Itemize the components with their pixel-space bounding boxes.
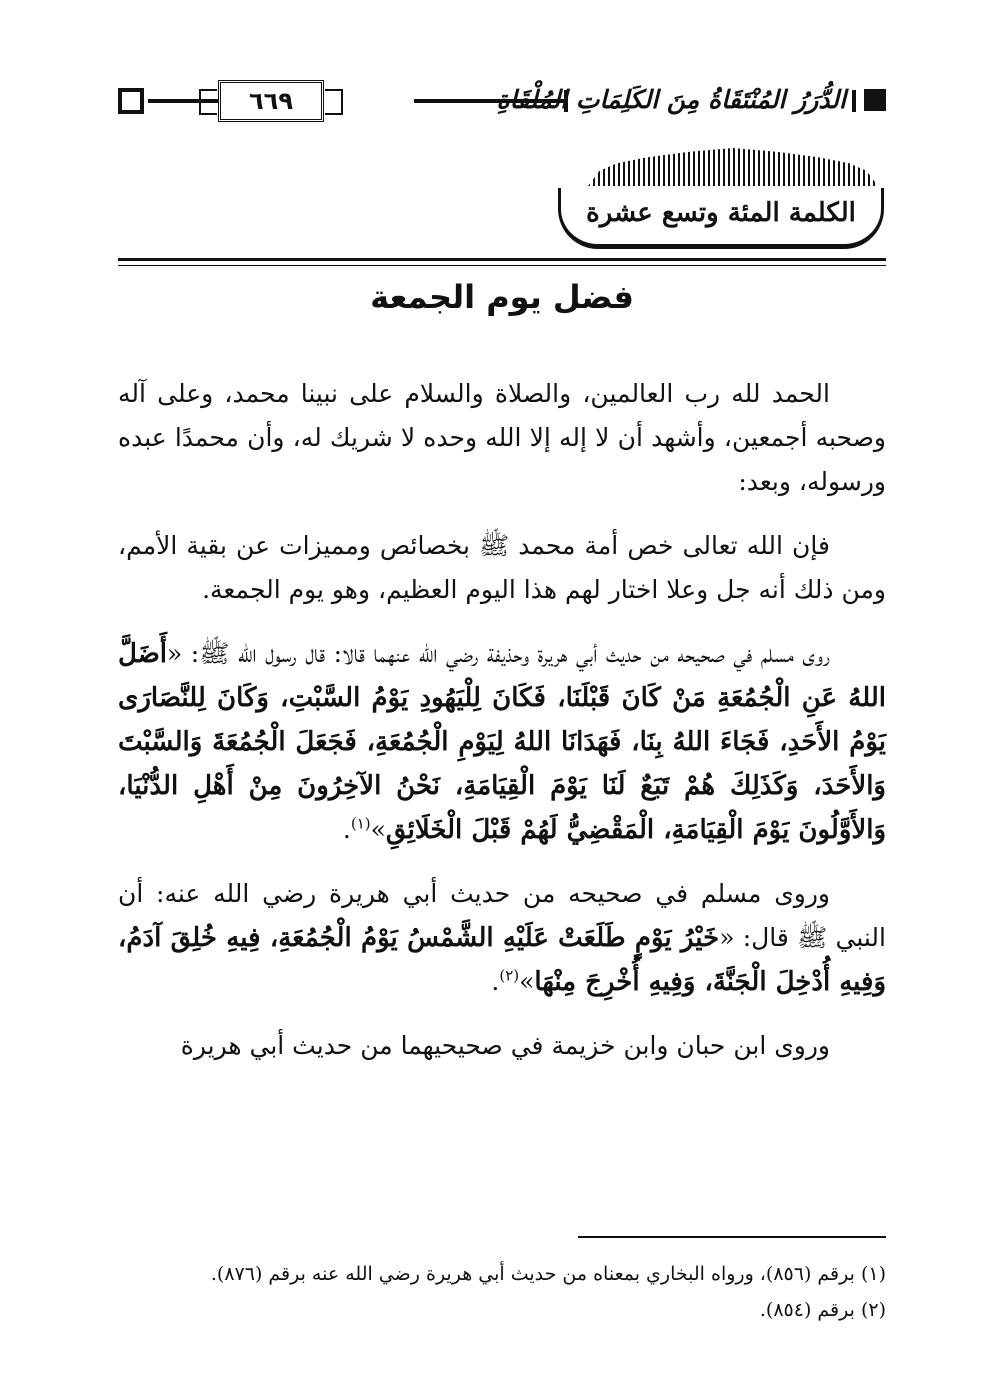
footnote-separator: [578, 1236, 886, 1238]
header-double-rule: [118, 258, 886, 266]
paragraph: فإن الله تعالى خص أمة محمد ﷺ بخصائص ومميزات عن بقية الأمم، ومن ذلك أنه جل وعلا اختار لهم هذا اليوم العظيم، وهو يوم الجمعة.: [118, 531, 886, 604]
hadith-text: أَضَلَّ اللهُ عَنِ الْجُمُعَةِ مَنْ كَانَ قَبْلَنَا، فَكَانَ لِلْيَهُودِ يَوْمُ السَّبْتِ، وَكَانَ لِلنَّصَارَى يَوْمُ الأَحَدِ، فَجَاءَ اللهُ بِنَا، فَهَدَانَا اللهُ لِيَوْمِ الْجُمُعَةِ، فَجَعَلَ الْجُمُعَةَ وَالسَّبْتَ وَالأَحَدَ، وَكَذَلِكَ هُمْ تَبَعٌ لَنَا يَوْمَ الْقِيَامَةِ، نَحْنُ الآخِرُونَ مِنْ أَهْلِ الدُّنْيَا، وَالأَوَّلُونَ يَوْمَ الْقِيَامَةِ، الْمَقْضِيُّ لَهُمْ قَبْلَ الْخَلَائِقِ: [118, 639, 886, 845]
book-title: الدُّرَرُ المُنْتَقَاةُ مِنَ الكَلِمَاتِ المُلْقَاةِ: [496, 85, 846, 114]
chapter-label: الكلمة المئة وتسع عشرة: [558, 188, 884, 249]
footnotes: [118, 1256, 886, 1328]
hadith-intro: وروى مسلم في صحيحه من حديث أبي هريرة رضي الله عنه: أن النبي ﷺ قال: «: [118, 879, 886, 952]
hadith-text: خَيْرُ يَوْمٍ طَلَعَتْ عَلَيْهِ الشَّمْسُ يَوْمُ الْجُمُعَةِ، فِيهِ خُلِقَ آدَمُ، وَفِيهِ أُدْخِلَ الْجَنَّةَ، وَفِيهِ أُخْرِجَ مِنْهَا: [118, 923, 886, 997]
page-title: فضل يوم الجمعة: [370, 278, 634, 316]
footnote-ref[interactable]: (١): [350, 814, 371, 833]
footnote-2: (٢) برقم (٨٥٤).: [759, 1299, 886, 1321]
paragraph: الحمد لله رب العالمين، والصلاة والسلام على نبينا محمد، وعلى آله وصحبه أجمعين، وأشهد أن لا إله إلا الله وحده لا شريك له، وأن محمدًا عبده ورسوله، وبعد:: [118, 379, 886, 496]
sentence-end: .: [491, 967, 500, 996]
body-text: [118, 372, 886, 1088]
footnote-1: (١) برقم (٨٥٦)، ورواه البخاري بمعناه من حديث أبي هريرة رضي الله عنه برقم (٨٧٦).: [210, 1263, 886, 1285]
hadith-intro: روى مسلم في صحيحه من حديث أبي هريرة وحذيفة رضي الله عنهما قالا: قال رسول الله ﷺ: «: [167, 639, 830, 668]
hadith-close-quote: »: [370, 815, 386, 844]
page-number-frame: [218, 80, 324, 122]
hadith-close-quote: »: [519, 967, 535, 996]
header-ornament-square-right: [864, 89, 886, 111]
page-number: ٦٦٩: [249, 87, 293, 115]
page-header: [118, 78, 886, 124]
paragraph: وروى ابن حبان وابن خزيمة في صحيحيهما من حديث أبي هريرة: [180, 1031, 830, 1060]
chapter-ornament: [548, 148, 888, 248]
header-rule-tick-right: [852, 90, 856, 112]
sentence-end: .: [342, 815, 351, 844]
footnote-ref[interactable]: (٢): [499, 966, 520, 985]
paragraph-hadith-1: [118, 632, 886, 852]
chapter-hatch-decoration: [588, 148, 878, 186]
header-ornament-square-left: [118, 88, 144, 114]
paragraph-hadith-2: [118, 872, 886, 1004]
